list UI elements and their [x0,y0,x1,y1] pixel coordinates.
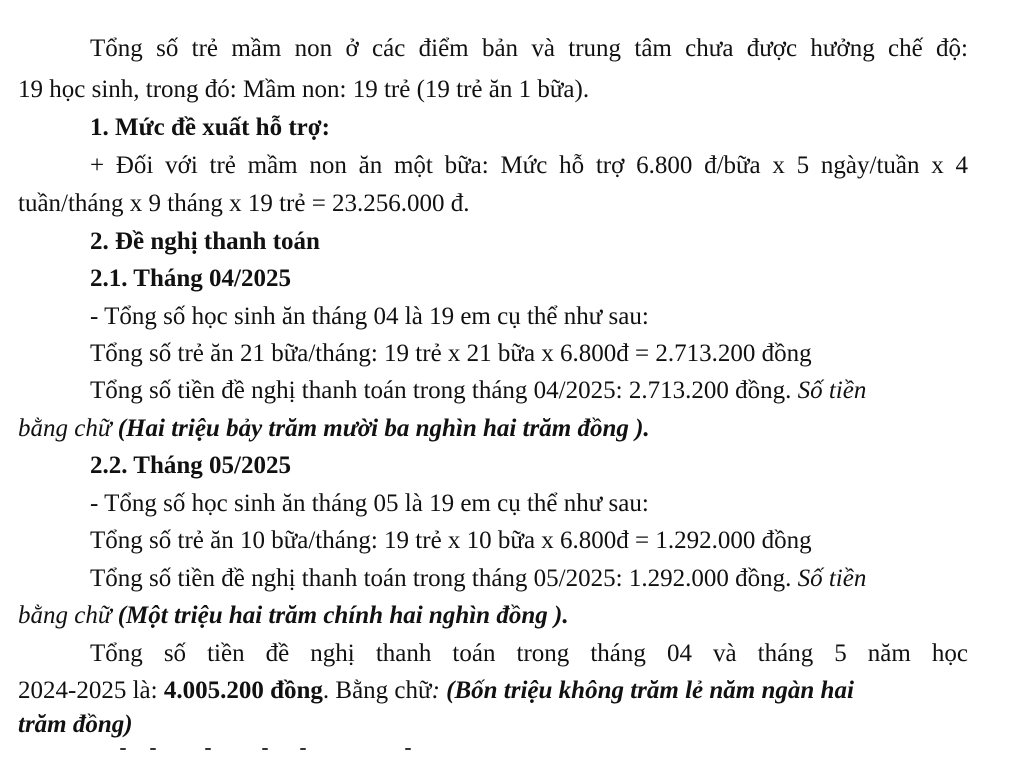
paragraph-line [0,639,968,669]
italic-text: : [431,677,447,704]
paragraph-line [0,75,1018,105]
paragraph-line [0,302,1020,332]
text: Tổng số tiền đề nghị thanh toán trong tháng 05/2025: 1.292.000 đồng. [90,565,798,592]
text: Tổng số trẻ mầm non ở các điểm bản và trung tâm chưa được hưởng chế độ: [90,35,968,62]
italic-text: bằng chữ [18,415,118,442]
paragraph-line [0,564,1020,594]
cut-off-next-line [0,744,1020,757]
text: Tổng số tiền đề nghị thanh toán trong tháng 04/2025: 2.713.200 đồng. [90,377,798,404]
paragraph-line [0,601,1018,631]
total-amount: 4.005.200 đồng [163,677,323,704]
italic-text: bằng chữ [18,602,118,629]
heading-text: 1. Mức đề xuất hỗ trợ: [90,114,330,141]
text: Tổng số tiền đề nghị thanh toán trong tháng 04 và tháng 5 năm học [90,640,968,667]
heading-text: 2.1. Tháng 04/2025 [90,265,291,292]
paragraph-line [0,414,1018,444]
text: Tổng số trẻ ăn 21 bữa/tháng: 19 trẻ x 21 bữa x 6.800đ = 2.713.200 đồng [90,340,812,367]
text: - Tổng số học sinh ăn tháng 04 là 19 em cụ thể như sau: [90,303,649,330]
amount-in-words: (Hai triệu bảy trăm mười ba nghìn hai trăm đồng ). [117,415,650,442]
heading-text: 2.2. Tháng 05/2025 [90,452,291,479]
heading-text: 2. Đề nghị thanh toán [90,228,320,255]
amount-in-words: trăm đồng) [18,711,133,738]
paragraph-line [0,526,1020,556]
paragraph-line [0,151,968,181]
paragraph-line [0,376,1020,406]
amount-in-words: (Một triệu hai trăm chính hai nghìn đồng ). [117,602,569,629]
paragraph-line [0,489,1020,519]
italic-text: Số tiền [797,377,867,404]
section-heading [0,113,1020,143]
italic-text: Số tiền [797,565,867,592]
paragraph-line [0,676,1018,706]
paragraph-line [0,189,1018,219]
paragraph-line [0,34,968,64]
text: + Đối với trẻ mầm non ăn một bữa: Mức hỗ trợ 6.800 đ/bữa x 5 ngày/tuần x 4 [90,152,968,179]
paragraph-line [0,339,1020,369]
text: - Tổng số học sinh ăn tháng 05 là 19 em cụ thể như sau: [90,490,649,517]
subsection-heading [0,264,1020,294]
section-heading [0,227,1020,257]
paragraph-line [0,710,1018,740]
text: 19 học sinh, trong đó: Mầm non: 19 trẻ (19 trẻ ăn 1 bữa). [18,76,590,103]
text: Tổng số trẻ ăn 10 bữa/tháng: 19 trẻ x 10 bữa x 6.800đ = 1.292.000 đồng [90,527,812,554]
text: 2024-2025 là: [18,677,164,704]
amount-in-words: (Bốn triệu không trăm lẻ năm ngàn hai [446,677,854,704]
text: . Bằng chữ [322,677,432,704]
text: tuần/tháng x 9 tháng x 19 trẻ = 23.256.000 đ. [18,190,470,217]
subsection-heading [0,451,1020,481]
